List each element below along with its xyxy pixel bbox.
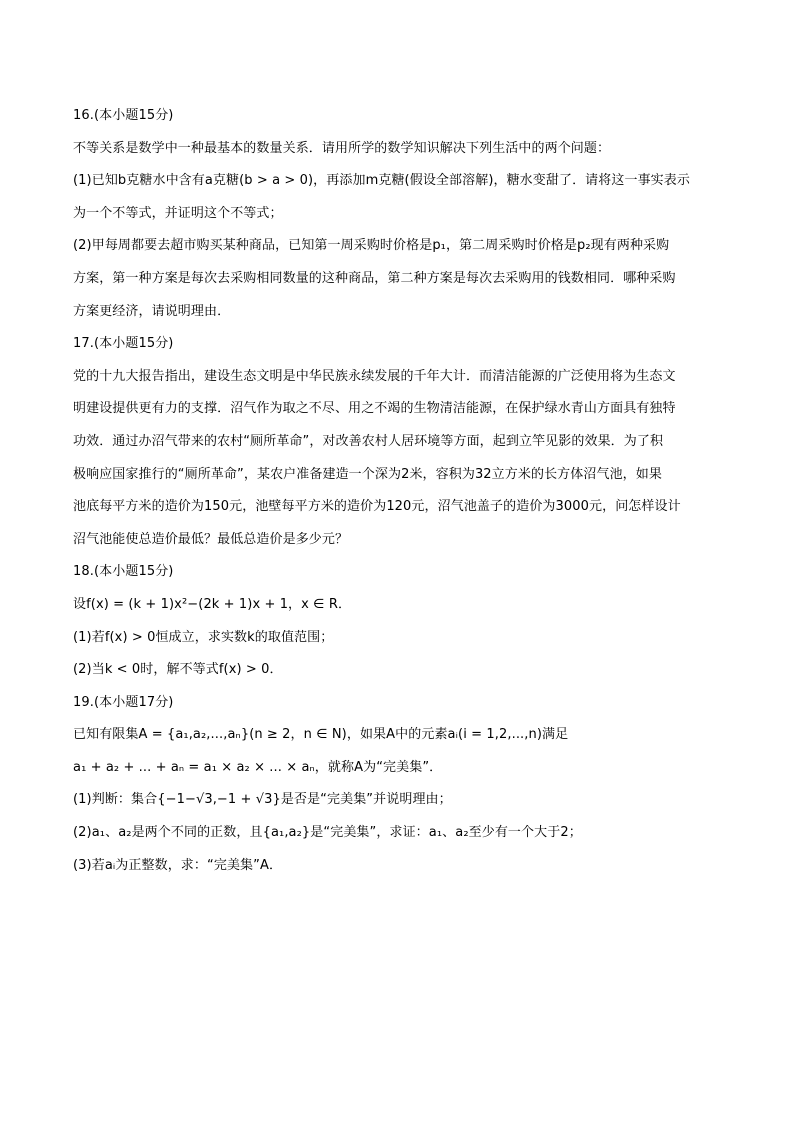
- question-17-line-3: 功效．通过办沼气带来的农村“厕所革命”，对改善农村人居环境等方面，起到立竿见影的效果．为了积: [73, 433, 664, 449]
- question-17-header: 17.(本小题15分): [73, 336, 174, 352]
- question-18-line-3: (2)当k < 0时，解不等式f(x) > 0．: [73, 662, 283, 678]
- exam-page: [73, 100, 723, 882]
- question-19-line-4: (2)a₁、a₂是两个不同的正数，且{a₁,a₂}是“完美集”，求证：a₁、a₂至少有一个大于2；: [73, 825, 582, 841]
- question-17-line-1: 党的十九大报告指出，建设生态文明是中华民族永续发展的千年大计．而清洁能源的广泛使用将为生态文: [73, 368, 676, 384]
- question-19-line-3: (1)判断：集合{−1−√3,−1 + √3}是否是“完美集”并说明理由；: [73, 792, 452, 808]
- question-19-header: 19.(本小题17分): [73, 694, 174, 710]
- question-17-line-5: 池底每平方米的造价为150元，池壁每平方米的造价为120元，沼气池盖子的造价为3000元，问怎样设计: [73, 499, 681, 515]
- question-16-line-3: 为一个不等式，并证明这个不等式；: [73, 205, 283, 221]
- question-17-line-2: 明建设提供更有力的支撑．沼气作为取之不尽、用之不竭的生物清洁能源，在保护绿水青山方面具有独特: [73, 401, 676, 417]
- question-17-line-6: 沼气池能使总造价最低？最低总造价是多少元？: [73, 531, 349, 547]
- question-16-header: 16.(本小题15分): [73, 108, 174, 123]
- question-18-header: 18.(本小题15分): [73, 564, 174, 580]
- question-17-line-4: 极响应国家推行的“厕所革命”，某农户准备建造一个深为2米，容积为32立方米的长方体沼气池，如果: [73, 466, 662, 482]
- question-16-line-2: (1)已知b克糖水中含有a克糖(b > a > 0)，再添加m克糖(假设全部溶解)，糖水变甜了．请将这一事实表示: [73, 173, 690, 189]
- question-16-line-6: 方案更经济，请说明理由．: [73, 303, 231, 319]
- question-16-line-1: 不等关系是数学中一种最基本的数量关系．请用所学的数学知识解决下列生活中的两个问题：: [73, 140, 611, 156]
- question-18-line-1: 设f(x) = (k + 1)x²−(2k + 1)x + 1，x ∈ R．: [73, 596, 352, 612]
- question-19-line-1: 已知有限集A = {a₁,a₂,...,aₙ}(n ≥ 2，n ∈ N)，如果A中的元素aᵢ(i = 1,2,...,n)满足: [73, 727, 569, 743]
- question-19-line-5: (3)若aᵢ为正整数，求：“完美集”A．: [73, 857, 283, 873]
- question-18-line-2: (1)若f(x) > 0恒成立，求实数k的取值范围；: [73, 629, 334, 645]
- question-16-line-4: (2)甲每周都要去超市购买某种商品，已知第一周采购时价格是p₁，第二周采购时价格是p₂现有两种采购: [73, 238, 670, 254]
- question-19-line-2: a₁ + a₂ + ... + aₙ = a₁ × a₂ × ... × aₙ，就称A为“完美集”．: [73, 759, 443, 775]
- question-16-line-5: 方案，第一种方案是每次去采购相同数量的这种商品，第二种方案是每次去采购用的钱数相同．哪种采购: [73, 270, 676, 286]
